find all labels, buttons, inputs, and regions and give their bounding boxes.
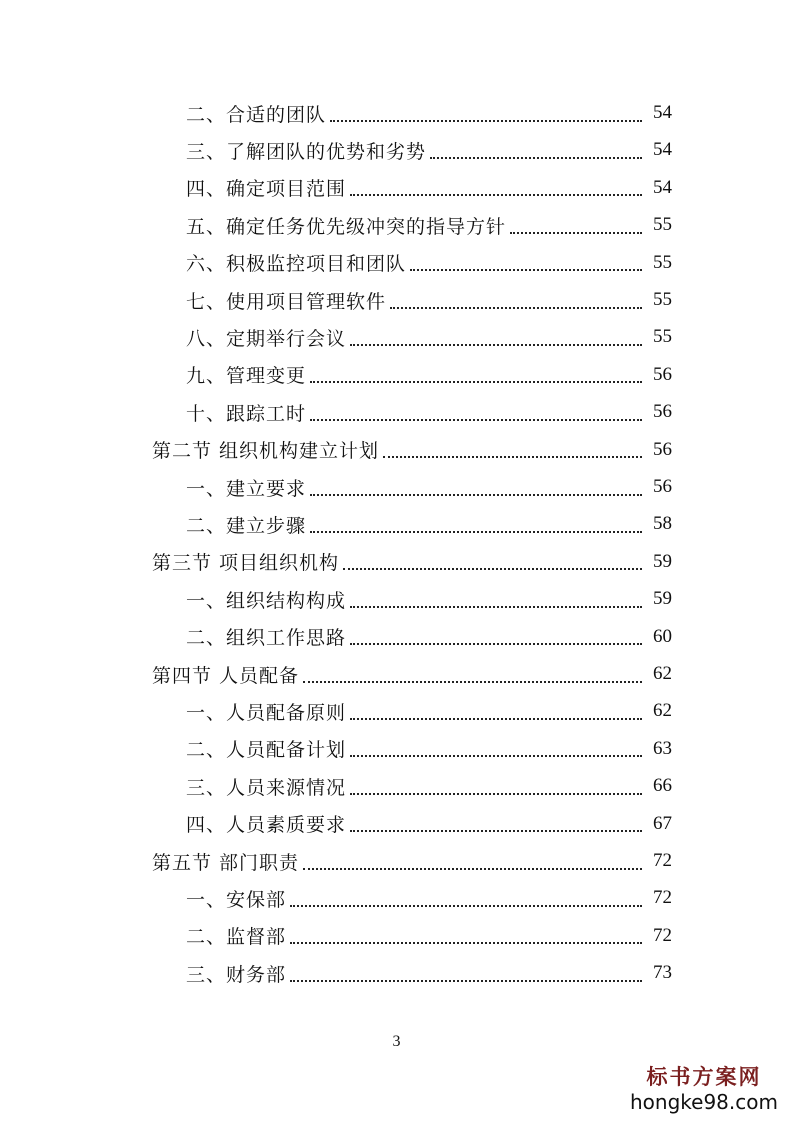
toc-entry-title: 六、积极监控项目和团队 — [186, 253, 407, 276]
toc-entry-title: 一、建立要求 — [186, 477, 307, 500]
toc-entry-title: 四、人员素质要求 — [186, 814, 347, 837]
toc-entry-page: 59 — [653, 588, 672, 610]
toc-entry-page: 54 — [653, 176, 672, 198]
toc-entry[interactable] — [186, 622, 672, 652]
toc-entry[interactable] — [186, 809, 672, 839]
toc-entry-title: 二、监督部 — [186, 926, 287, 949]
toc-dot-leader — [430, 156, 642, 159]
toc-dot-leader — [343, 567, 642, 570]
toc-entry-title: 五、确定任务优先级冲突的指导方针 — [186, 215, 507, 238]
toc-dot-leader — [310, 418, 642, 421]
toc-entry[interactable] — [186, 771, 672, 801]
toc-dot-leader — [350, 717, 642, 720]
toc-entry-page: 54 — [653, 102, 672, 123]
toc-entry-page: 67 — [653, 812, 672, 834]
toc-entry-title: 七、使用项目管理软件 — [186, 290, 387, 313]
toc-entry[interactable] — [186, 734, 672, 764]
toc-dot-leader — [410, 268, 642, 271]
toc-entry-page: 56 — [653, 363, 672, 385]
toc-entry-title: 三、财务部 — [186, 963, 287, 986]
toc-entry-title: 四、确定项目范围 — [186, 178, 347, 201]
toc-entry[interactable] — [186, 360, 672, 390]
toc-entry-page: 73 — [653, 962, 672, 984]
toc-dot-leader — [350, 792, 642, 795]
toc-entry[interactable] — [186, 285, 672, 315]
toc-dot-leader — [290, 904, 642, 907]
toc-entry[interactable] — [186, 98, 672, 128]
toc-dot-leader — [350, 754, 642, 757]
toc-entry-title: 第二节 组织机构建立计划 — [152, 440, 380, 463]
toc-entry-page: 62 — [653, 700, 672, 722]
toc-entry-title: 第五节 部门职责 — [152, 851, 300, 874]
toc-entry[interactable] — [186, 509, 672, 539]
toc-dot-leader — [383, 455, 642, 458]
toc-dot-leader — [303, 867, 642, 870]
toc-dot-leader — [310, 380, 642, 383]
toc-entry-page: 55 — [653, 251, 672, 273]
toc-entry[interactable] — [186, 135, 672, 165]
toc-dot-leader — [350, 343, 642, 346]
toc-entry-title: 九、管理变更 — [186, 365, 307, 388]
toc-entry-page: 72 — [653, 887, 672, 909]
watermark — [629, 1064, 779, 1114]
toc-entry-page: 72 — [653, 924, 672, 946]
toc-entry-page: 58 — [653, 513, 672, 535]
toc-entry[interactable] — [186, 696, 672, 726]
toc-entry-title: 三、人员来源情况 — [186, 776, 347, 799]
toc-entry-page: 56 — [653, 401, 672, 423]
toc-entry[interactable] — [186, 883, 672, 913]
toc-entry-title: 二、合适的团队 — [186, 103, 327, 126]
toc-entry[interactable] — [186, 173, 672, 203]
toc-dot-leader — [510, 231, 642, 234]
toc-entry-page: 55 — [653, 214, 672, 236]
toc-entry-title: 一、安保部 — [186, 888, 287, 911]
toc-entry-page: 55 — [653, 289, 672, 310]
toc-dot-leader — [350, 642, 642, 645]
toc-entry-title: 第三节 项目组织机构 — [152, 552, 340, 575]
watermark-url: hongke98.com — [630, 1090, 778, 1114]
toc-entry-page: 72 — [653, 850, 672, 871]
toc-entry-title: 一、组织结构构成 — [186, 589, 347, 612]
toc-entry-page: 54 — [653, 139, 672, 161]
toc-entry-page: 55 — [653, 326, 672, 348]
toc-entry-title: 二、组织工作思路 — [186, 627, 347, 650]
toc-dot-leader — [310, 530, 642, 533]
page-number: 3 — [392, 1033, 401, 1050]
toc-section-entry[interactable] — [152, 846, 672, 876]
toc-entry[interactable] — [186, 584, 672, 614]
toc-section-entry[interactable] — [152, 659, 672, 689]
toc-entry-page: 56 — [653, 438, 672, 460]
toc-entry[interactable] — [186, 958, 672, 988]
toc-entry[interactable] — [186, 210, 672, 240]
toc-dot-leader — [350, 193, 642, 196]
toc-entry[interactable] — [186, 921, 672, 951]
toc-entry-title: 三、了解团队的优势和劣势 — [186, 140, 427, 163]
toc-entry-page: 60 — [653, 625, 672, 647]
toc-entry-title: 二、建立步骤 — [186, 514, 307, 537]
toc-dot-leader — [350, 829, 642, 832]
toc-entry-page: 59 — [653, 550, 672, 572]
toc-entry-page: 62 — [653, 663, 672, 684]
toc-dot-leader — [390, 306, 642, 309]
toc-entry[interactable] — [186, 322, 672, 352]
toc-entry-title: 八、定期举行会议 — [186, 327, 347, 350]
toc-entry-page: 66 — [653, 775, 672, 797]
toc-entry[interactable] — [186, 472, 672, 502]
toc-entry-title: 二、人员配备计划 — [186, 739, 347, 762]
watermark-name: 标书方案网 — [646, 1064, 762, 1089]
toc-dot-leader — [310, 493, 642, 496]
toc-dot-leader — [290, 941, 642, 944]
toc-section-entry[interactable] — [152, 547, 672, 577]
toc-entry-title: 一、人员配备原则 — [186, 701, 347, 724]
toc-entry-title: 第四节 人员配备 — [152, 664, 300, 687]
toc-dot-leader — [290, 979, 642, 982]
toc-entry[interactable] — [186, 397, 672, 427]
toc-entry-title: 十、跟踪工时 — [186, 402, 307, 425]
toc-dot-leader — [350, 605, 642, 608]
toc-dot-leader — [303, 680, 642, 683]
toc-entry-page: 56 — [653, 476, 672, 497]
toc-section-entry[interactable] — [152, 435, 672, 465]
toc-entry[interactable] — [186, 248, 672, 278]
toc-dot-leader — [330, 119, 642, 122]
toc-entry-page: 63 — [653, 737, 672, 759]
